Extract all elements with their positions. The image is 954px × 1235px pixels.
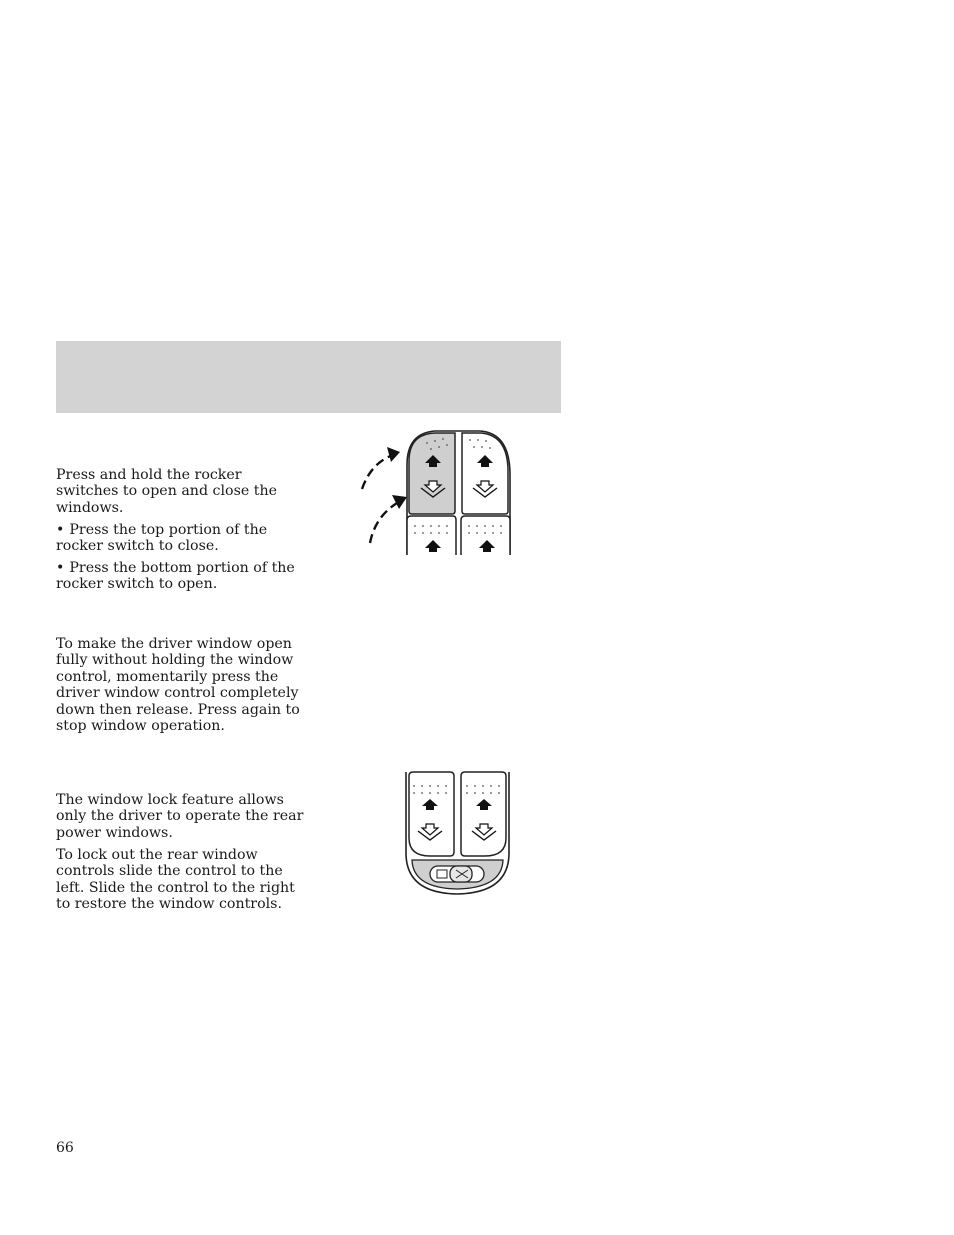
bullet-dot-icon: • (56, 521, 65, 538)
window-switch-panel-icon (355, 425, 520, 560)
window-lock-paragraph: The window lock feature allows only the driver to operate the rear power windows. (56, 792, 304, 841)
bullet-text: Press the bottom portion of the rocker switch to open. (56, 560, 295, 593)
window-lock-text (56, 792, 306, 912)
window-operation-text (56, 467, 306, 593)
section-header-band (56, 341, 561, 413)
bullet-dot-icon: • (56, 560, 65, 577)
one-touch-down-text (56, 636, 306, 734)
one-touch-down-paragraph: To make the driver window open fully without holding the window control, momentarily press the driver window control completely down then release. Press again to stop window operation. (56, 636, 300, 735)
window-lock-instructions: To lock out the rear window controls slide the control to the left. Slide the control to the right to restore the window controls. (56, 846, 295, 912)
page-number: 66 (56, 1140, 74, 1156)
window-lock-switch-icon (400, 768, 515, 898)
bullet-item-open (56, 560, 306, 593)
window-operation-paragraph: Press and hold the rocker switches to open and close the windows. (56, 467, 277, 516)
bullet-text: Press the top portion of the rocker switch to close. (56, 521, 268, 555)
bullet-item-close (56, 522, 306, 555)
